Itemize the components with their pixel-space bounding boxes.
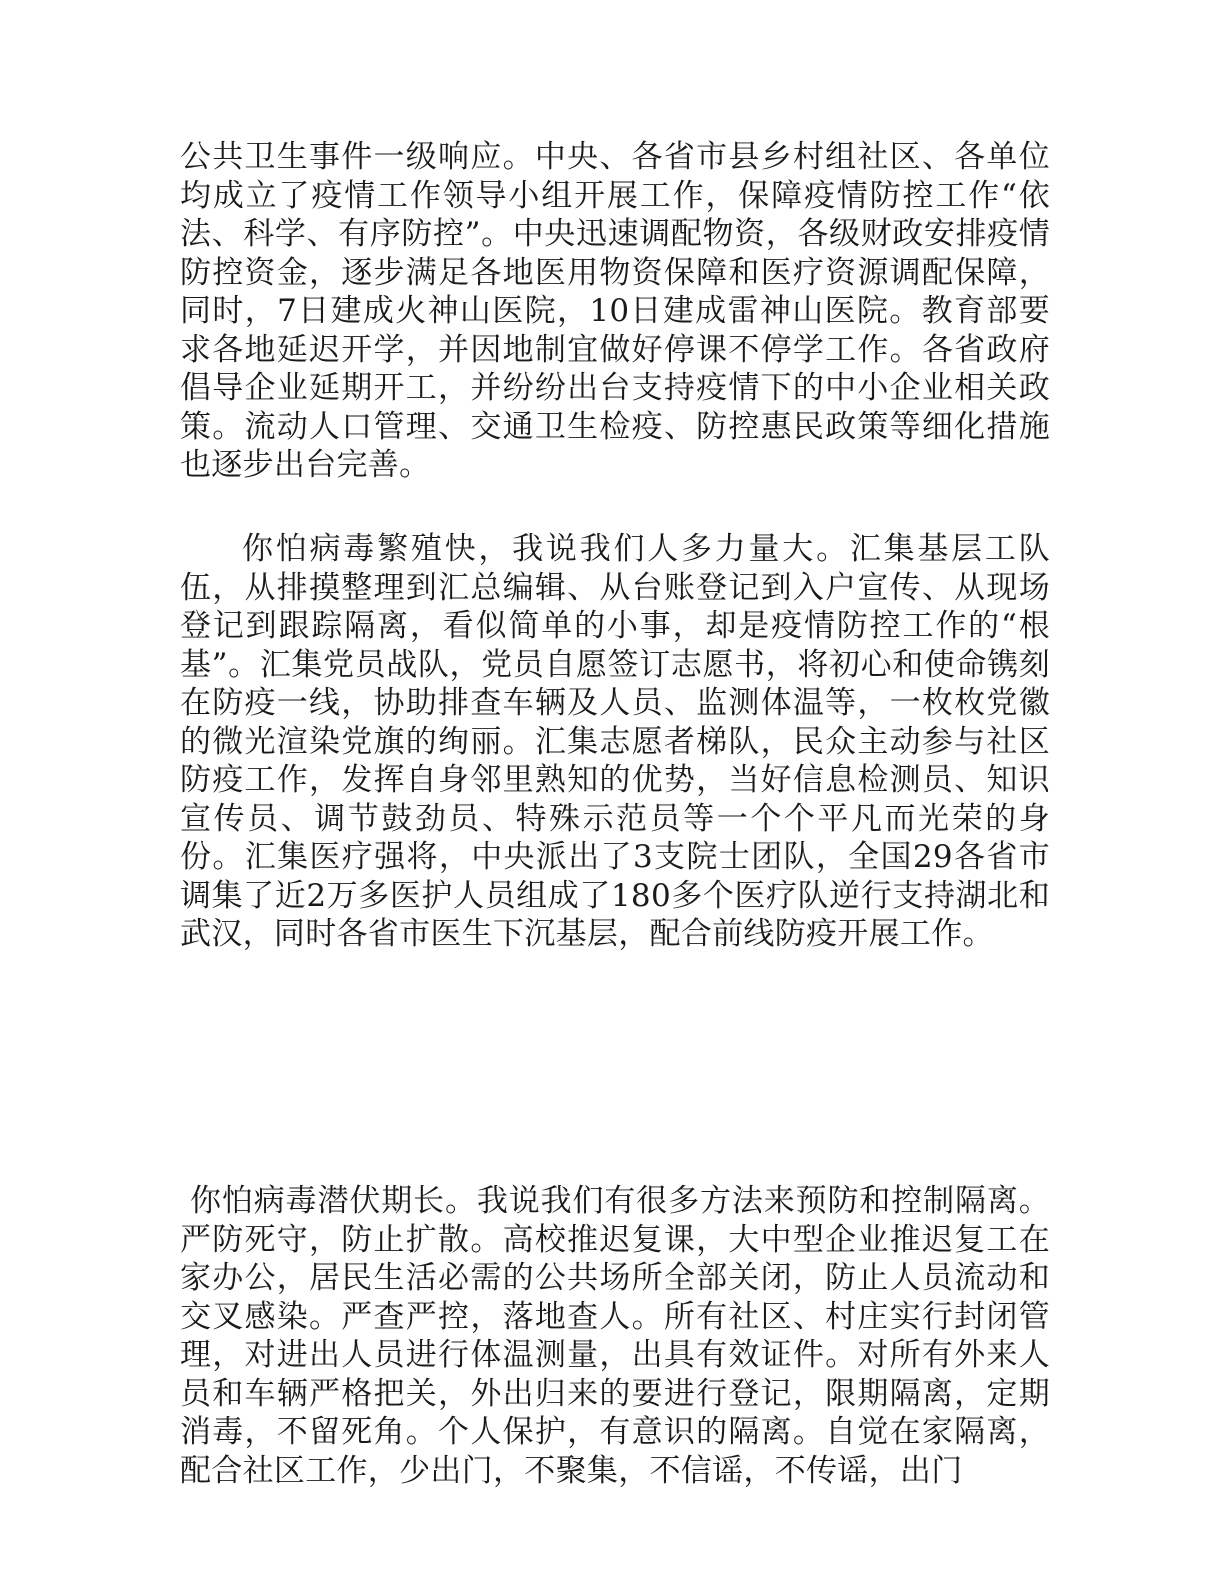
body-paragraph-3: 你怕病毒潜伏期长。我说我们有很多方法来预防和控制隔离。严防死守，防止扩散。高校推迟复课，大中型企业推迟复工在家办公，居民生活必需的公共场所全部关闭，防止人员流动和交叉感染。严查严控，落地查人。所有社区、村庄实行封闭管理，对进出人员进行体温测量，出具有效证件。对所有外来人员和车辆严格把关，外出归来的要进行登记，限期隔离，定期消毒，不留死角。个人保护，有意识的隔离。自觉在家隔离，配合社区工作，少出门，不聚集，不信谣，不传谣，出门: [180, 1183, 1050, 1489]
body-paragraph-2: 你怕病毒繁殖快，我说我们人多力量大。汇集基层工队伍，从排摸整理到汇总编辑、从台账登记到入户宣传、从现场登记到跟踪隔离，看似简单的小事，却是疫情防控工作的“根基”。汇集党员战队，党员自愿签订志愿书，将初心和使命镌刻在防疫一线，协助排查车辆及人员、监测体温等，一枚枚党徽的微光渲染党旗的绚丽。汇集志愿者梯队，民众主动参与社区防疫工作，发挥自身邻里熟知的优势，当好信息检测员、知识宣传员、调节鼓劲员、特殊示范员等一个个平凡而光荣的身份。汇集医疗强将，中央派出了3支院士团队，全国29各省市调集了近2万多医护人员组成了180多个医疗队逆行支持湖北和武汉，同时各省市医生下沉基层，配合前线防疫开展工作。: [180, 531, 1050, 952]
body-paragraph-1: 公共卫生事件一级响应。中央、各省市县乡村组社区、各单位均成立了疫情工作领导小组开展工作，保障疫情防控工作“依法、科学、有序防控”。中央迅速调配物资，各级财政安排疫情防控资金，逐步满足各地医用物资保障和医疗资源调配保障，同时，7日建成火神山医院，10日建成雷神山医院。教育部要求各地延迟开学，并因地制宜做好停课不停学工作。各省政府倡导企业延期开工，并纷纷出台支持疫情下的中小企业相关政策。流动人口管理、交通卫生检疫、防控惠民政策等细化措施也逐步出台完善。: [180, 139, 1050, 483]
